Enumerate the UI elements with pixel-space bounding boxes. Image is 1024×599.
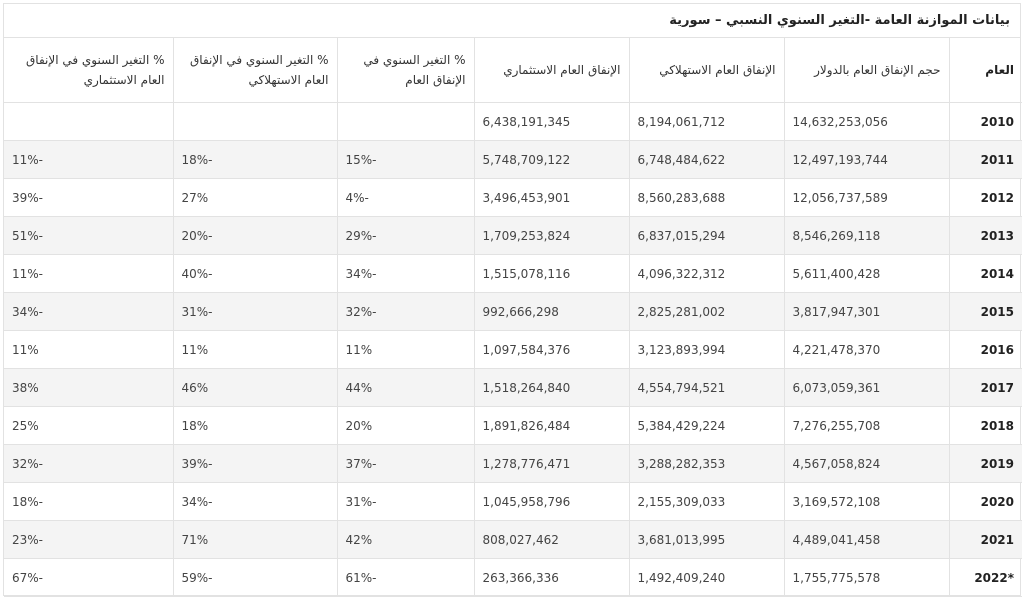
investment-change-cell: 11%-: [4, 255, 173, 293]
investment-change-cell: 34%-: [4, 293, 173, 331]
table-row: [4, 217, 1022, 255]
year-cell: 2011: [949, 141, 1022, 179]
header-row: [4, 38, 1022, 103]
investment-change-cell: 11%: [4, 331, 173, 369]
investment-spending-cell: 1,515,078,116: [474, 255, 629, 293]
table-row: [4, 331, 1022, 369]
investment-spending-cell: 263,366,336: [474, 559, 629, 597]
investment-spending-cell: 1,891,826,484: [474, 407, 629, 445]
table-row: [4, 179, 1022, 217]
investment-change-cell: 51%-: [4, 217, 173, 255]
total-change-cell: 29%-: [337, 217, 474, 255]
total-spending-cell: 4,567,058,824: [784, 445, 949, 483]
total-change-cell: 34%-: [337, 255, 474, 293]
total-spending-cell: 14,632,253,056: [784, 103, 949, 141]
investment-change-cell: 32%-: [4, 445, 173, 483]
table-row: [4, 483, 1022, 521]
investment-change-cell: 18%-: [4, 483, 173, 521]
total-change-cell: 44%: [337, 369, 474, 407]
table-title: بيانات الموازنة العامة -التغير السنوي النسبي – سورية: [4, 4, 1020, 38]
consumption-spending-cell: 1,492,409,240: [629, 559, 784, 597]
consumption-change-cell: [173, 103, 337, 141]
consumption-change-cell: 11%: [173, 331, 337, 369]
investment-spending-cell: 1,518,264,840: [474, 369, 629, 407]
year-cell: 2019: [949, 445, 1022, 483]
investment-change-cell: [4, 103, 173, 141]
total-spending-cell: 5,611,400,428: [784, 255, 949, 293]
total-change-cell: 32%-: [337, 293, 474, 331]
consumption-change-cell: 40%-: [173, 255, 337, 293]
year-cell: 2012: [949, 179, 1022, 217]
consumption-spending-cell: 6,748,484,622: [629, 141, 784, 179]
year-cell: 2021: [949, 521, 1022, 559]
total-spending-cell: 3,817,947,301: [784, 293, 949, 331]
total-change-cell: 4%-: [337, 179, 474, 217]
total-change-cell: 11%: [337, 331, 474, 369]
table-row: [4, 521, 1022, 559]
total-spending-cell: 12,056,737,589: [784, 179, 949, 217]
total-spending-cell: 4,489,041,458: [784, 521, 949, 559]
year-cell: 2016: [949, 331, 1022, 369]
table-row: [4, 559, 1022, 597]
year-cell: 2022*: [949, 559, 1022, 597]
investment-spending-cell: 1,097,584,376: [474, 331, 629, 369]
investment-change-cell: 25%: [4, 407, 173, 445]
investment-spending-cell: 1,045,958,796: [474, 483, 629, 521]
year-cell: 2020: [949, 483, 1022, 521]
total-spending-cell: 6,073,059,361: [784, 369, 949, 407]
data-panel: [3, 3, 1021, 596]
investment-spending-cell: 3,496,453,901: [474, 179, 629, 217]
investment-change-cell: 38%: [4, 369, 173, 407]
total-spending-cell: 12,497,193,744: [784, 141, 949, 179]
total-change-cell: [337, 103, 474, 141]
column-header-investment-spending: الإنفاق العام الاستثماري: [474, 38, 629, 103]
investment-change-cell: 39%-: [4, 179, 173, 217]
budget-table: [4, 38, 1022, 597]
column-header-total-change: % التغير السنوي في الإنفاق العام: [337, 38, 474, 103]
consumption-spending-cell: 2,825,281,002: [629, 293, 784, 331]
consumption-spending-cell: 8,194,061,712: [629, 103, 784, 141]
total-spending-cell: 8,546,269,118: [784, 217, 949, 255]
table-row: [4, 103, 1022, 141]
column-header-total-spending: حجم الإنفاق العام بالدولار: [784, 38, 949, 103]
investment-spending-cell: 808,027,462: [474, 521, 629, 559]
table-row: [4, 255, 1022, 293]
consumption-change-cell: 20%-: [173, 217, 337, 255]
consumption-change-cell: 34%-: [173, 483, 337, 521]
total-change-cell: 20%: [337, 407, 474, 445]
consumption-spending-cell: 5,384,429,224: [629, 407, 784, 445]
column-header-year: العام: [949, 38, 1022, 103]
consumption-change-cell: 27%: [173, 179, 337, 217]
consumption-spending-cell: 6,837,015,294: [629, 217, 784, 255]
table-row: [4, 293, 1022, 331]
column-header-consumption-spending: الإنفاق العام الاستهلاكي: [629, 38, 784, 103]
table-row: [4, 407, 1022, 445]
investment-spending-cell: 1,278,776,471: [474, 445, 629, 483]
consumption-spending-cell: 3,123,893,994: [629, 331, 784, 369]
total-change-cell: 31%-: [337, 483, 474, 521]
consumption-spending-cell: 2,155,309,033: [629, 483, 784, 521]
table-row: [4, 141, 1022, 179]
consumption-spending-cell: 3,681,013,995: [629, 521, 784, 559]
consumption-change-cell: 46%: [173, 369, 337, 407]
total-change-cell: 61%-: [337, 559, 474, 597]
total-spending-cell: 7,276,255,708: [784, 407, 949, 445]
year-cell: 2017: [949, 369, 1022, 407]
consumption-spending-cell: 8,560,283,688: [629, 179, 784, 217]
investment-spending-cell: 992,666,298: [474, 293, 629, 331]
column-header-consumption-change: % التغير السنوي في الإنفاق العام الاستهلاكي: [173, 38, 337, 103]
consumption-change-cell: 39%-: [173, 445, 337, 483]
total-change-cell: 42%: [337, 521, 474, 559]
investment-change-cell: 67%-: [4, 559, 173, 597]
year-cell: 2014: [949, 255, 1022, 293]
total-spending-cell: 4,221,478,370: [784, 331, 949, 369]
year-cell: 2015: [949, 293, 1022, 331]
investment-spending-cell: 5,748,709,122: [474, 141, 629, 179]
table-row: [4, 445, 1022, 483]
consumption-change-cell: 59%-: [173, 559, 337, 597]
total-spending-cell: 1,755,775,578: [784, 559, 949, 597]
consumption-change-cell: 31%-: [173, 293, 337, 331]
consumption-spending-cell: 4,096,322,312: [629, 255, 784, 293]
investment-change-cell: 23%-: [4, 521, 173, 559]
investment-change-cell: 11%-: [4, 141, 173, 179]
consumption-spending-cell: 3,288,282,353: [629, 445, 784, 483]
column-header-investment-change: % التغير السنوي في الإنفاق العام الاستثماري: [4, 38, 173, 103]
consumption-change-cell: 18%: [173, 407, 337, 445]
year-cell: 2013: [949, 217, 1022, 255]
total-change-cell: 37%-: [337, 445, 474, 483]
consumption-change-cell: 18%-: [173, 141, 337, 179]
total-change-cell: 15%-: [337, 141, 474, 179]
year-cell: 2010: [949, 103, 1022, 141]
investment-spending-cell: 6,438,191,345: [474, 103, 629, 141]
consumption-change-cell: 71%: [173, 521, 337, 559]
year-cell: 2018: [949, 407, 1022, 445]
total-spending-cell: 3,169,572,108: [784, 483, 949, 521]
table-row: [4, 369, 1022, 407]
consumption-spending-cell: 4,554,794,521: [629, 369, 784, 407]
investment-spending-cell: 1,709,253,824: [474, 217, 629, 255]
